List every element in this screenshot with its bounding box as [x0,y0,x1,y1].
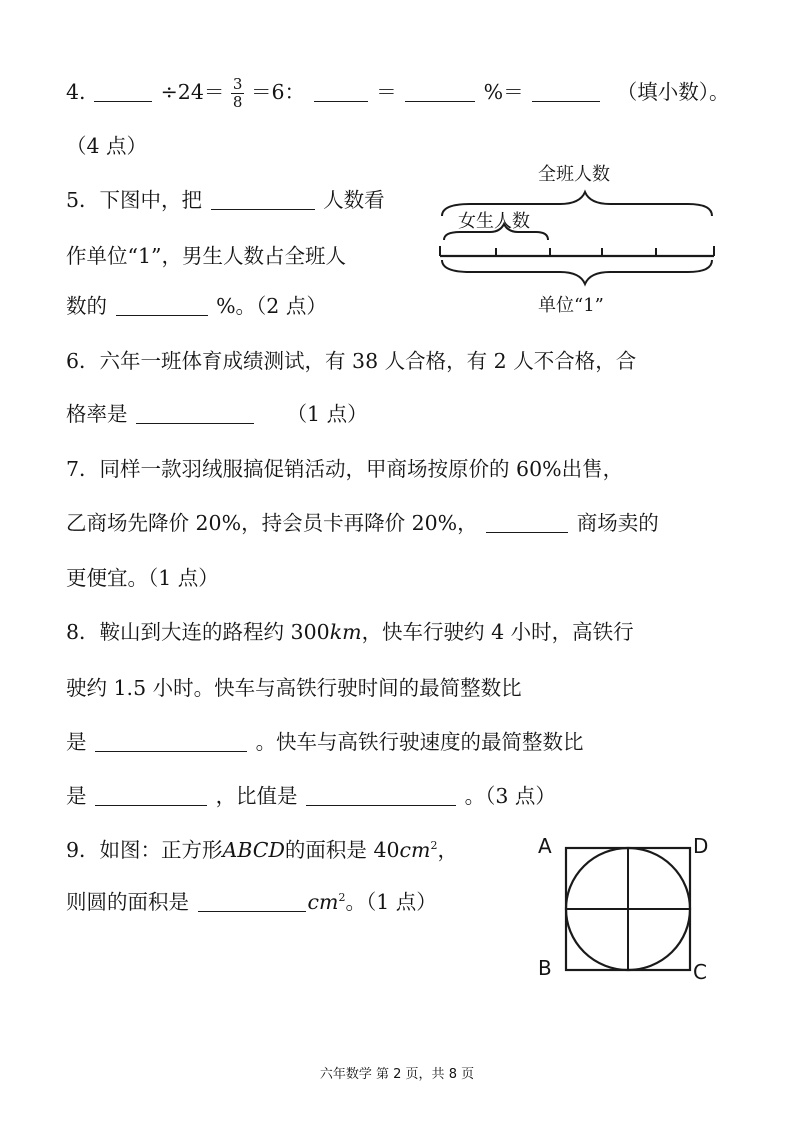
q5-line-3 [66,296,327,317]
q5-blank-2[interactable] [116,315,208,316]
q4-points: （4 点） [66,134,148,158]
vertex-a-label: A [538,834,552,858]
q8-text-g: 。（3 点） [464,784,556,808]
q5-text-d: %。（2 点） [216,294,327,318]
q8-text-f: ，比值是 [215,784,298,808]
q8-line-2: 驶约 1.5 小时。快车与高铁行驶时间的最简整数比 [66,676,522,700]
q9-text-e: 。（1 点） [345,890,437,914]
q4-fraction-denominator: 8 [232,93,243,111]
q4-text-percent: %＝ [483,79,524,104]
q4-line [66,77,729,110]
q8-line-4 [66,786,556,807]
q9-text-b: 的面积是 40 [284,838,400,862]
q7-line-1: 7．同样一款羽绒服搞促销活动，甲商场按原价的 60%出售， [66,457,624,481]
q7-blank[interactable] [486,532,568,533]
q5-text-b: 人数看 [323,188,385,212]
q6-points: （1 点） [286,402,368,426]
q4-blank-4[interactable] [532,101,600,102]
q4-number: 4. [66,79,86,104]
q4-fraction [231,77,245,110]
q5-text-a: 5．下图中，把 [66,188,203,212]
class-ratio-diagram [430,186,730,296]
q4-blank-1[interactable] [94,101,152,102]
q5-line-1 [66,190,385,211]
q9-blank[interactable] [198,911,306,912]
page-footer: 六年数学 第 2 页，共 8 页 [319,1067,475,1082]
q9-square-name: ABCD [222,838,285,862]
q8-text-b: ，快车行驶约 4 小时，高铁行 [361,620,634,644]
q9-exponent: 2 [430,839,438,852]
q9-line-1 [66,840,458,861]
q6-text-a: 格率是 [66,402,128,426]
q7-line-2 [66,513,659,534]
q8-text-d: 。快车与高铁行驶速度的最简整数比 [255,730,584,754]
q9-text-d: 则圆的面积是 [66,890,189,914]
vertex-c-label: C [693,960,707,984]
q4-blank-2[interactable] [314,101,368,102]
q7-text-b: 商场卖的 [576,511,659,535]
q6-blank[interactable] [136,423,254,424]
q6-line-1: 6．六年一班体育成绩测试，有 38 人合格，有 2 人不合格，合 [66,349,637,373]
q9-exponent-2: 2 [338,891,346,904]
square-circle-figure [560,842,700,976]
q8-unit-km: km [329,620,362,644]
q4-fraction-numerator: 3 [232,75,243,93]
vertex-b-label: B [538,956,552,980]
q8-blank-3[interactable] [306,805,456,806]
vertex-d-label: D [693,834,709,858]
unit-one-label: 单位“1” [538,295,604,316]
q5-line-2: 作单位“1”，男生人数占全班人 [66,244,347,268]
girls-brace [444,224,548,240]
whole-class-brace [442,192,712,216]
girls-label: 女生人数 [458,211,530,232]
q4-note: （填小数）。 [616,79,730,104]
q7-text-a: 乙商场先降价 20%，持会员卡再降价 20%， [66,511,478,535]
unit-brace [442,260,712,284]
q5-text-c: 数的 [66,294,107,318]
q4-text-equals: ＝ [376,79,397,104]
q4-blank-3[interactable] [405,101,475,102]
q8-text-c: 是 [66,730,87,754]
q8-blank-1[interactable] [95,751,247,752]
q9-unit-cm: cm [399,838,431,862]
whole-class-label: 全班人数 [538,164,610,185]
q8-line-3 [66,732,584,753]
q6-line-2 [66,404,368,425]
q7-line-3: 更便宜。（1 点） [66,566,219,590]
q8-text-a: 8．鞍山到大连的路程约 300 [66,620,330,644]
q8-text-e: 是 [66,784,87,808]
q4-text-ratio: ＝6： [251,79,306,104]
q9-text-c: ， [437,838,458,862]
q4-text-divide: ÷24＝ [160,79,225,104]
q9-unit-cm-2: cm [307,890,339,914]
q5-blank-1[interactable] [211,209,315,210]
q8-blank-2[interactable] [95,805,207,806]
q8-line-1 [66,622,634,643]
q9-line-2 [66,892,437,913]
q9-text-a: 9．如图：正方形 [66,838,223,862]
